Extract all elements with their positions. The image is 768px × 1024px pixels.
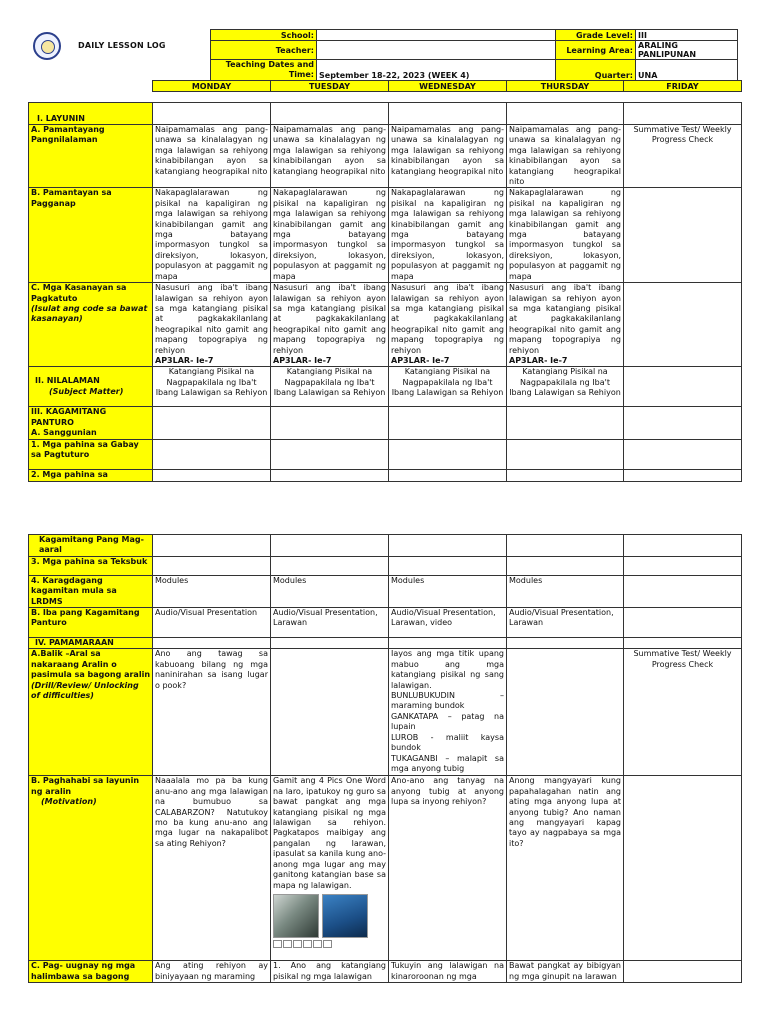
day-thursday: THURSDAY: [507, 81, 624, 92]
grade-level-label: Grade Level:: [556, 30, 636, 41]
teaching-dates-value: September 18-22, 2023 (WEEK 4): [317, 60, 556, 81]
jumbled-word-1: BUNLUBUKUDIN – maraming bundok: [391, 691, 504, 711]
competency-code: AP3LAR- Ie-7: [509, 355, 568, 365]
pamamaraan-label: IV. PAMAMARAAN: [29, 638, 153, 649]
a-thursday: Naipamamalas ang pang-unawa sa kinalalagyan ng mga lalawigan sa rehiyong kinabibilangan ayon sa katangiang heograpikal nito: [507, 125, 624, 188]
four-pics-one-word-images: [273, 894, 386, 938]
pag-uugnay-monday: Ang ating rehiyon ay biniyayaan ng maraming: [153, 961, 271, 983]
mountain-photo: [273, 894, 319, 938]
grade-level-value: III: [636, 30, 738, 41]
lesson-table-page1: [28, 102, 742, 482]
motivation-label: (Motivation): [41, 797, 97, 807]
balik-wednesday: Iayos ang mga titik upang mabuo ang mga katangiang pisikal ng sang lalawigan. BUNLUBUKUDIN – maraming bundok GANKATAPA – patag na lupain LUROB - maliit kaysa bundok TUKAGANBI – malapit sa mga anyong tubig: [389, 649, 507, 776]
iba-tuesday: Audio/Visual Presentation, Larawan: [271, 608, 389, 638]
c-monday: Nasusuri ang iba't ibang lalawigan sa rehiyon ayon sa mga katangiang pisikal at pagkakakilanlang heograpikal nito gamit ang mapang topograpiya ng rehiyon AP3LAR- Ie-7: [153, 283, 271, 367]
c-wednesday: Nasusuri ang iba't ibang lalawigan sa rehiyon ayon sa mga katangiang pisikal at pagkakakilanlang heograpikal nito gamit ang mapang topograpiya ng rehiyon AP3LAR- Ie-7: [389, 283, 507, 367]
days-header: [152, 80, 742, 92]
iba-thursday: Audio/Visual Presentation, Larawan: [507, 608, 624, 638]
kasanayan-title: C. Mga Kasanayan sa Pagkatuto: [31, 283, 127, 303]
quarter-label: Quarter:: [556, 60, 636, 81]
header-info-table: [210, 29, 738, 81]
sanggunian-label: A. Sanggunian: [31, 428, 97, 438]
b-wednesday: Nakapaglalarawan ng pisikal na kapaligiran ng mga lalawigan sa rehiyong kinabibilangan gamit ang mga batayang impormasyon tungkol sa direksiyon, lokasyon, populasyon at paggamit ng mapa: [389, 188, 507, 283]
pamantayan-sa-pagganap-label: B. Pamantayan sa Pagganap: [29, 188, 153, 283]
teacher-label: Teacher:: [211, 41, 317, 60]
balik-aral-label: A.Balik –Aral sa nakaraang Aralin o pasimula sa bagong aralin: [31, 649, 151, 680]
mga-kasanayan-label: [29, 283, 153, 367]
nilalaman-label: II. NILALAMAN: [35, 376, 100, 386]
karag-tuesday: Modules: [271, 575, 389, 607]
karag-monday: Modules: [153, 575, 271, 607]
b-thursday: Nakapaglalarawan ng pisikal na kapaligiran ng mga lalawigan sa rehiyong kinabibilangan gamit ang mga batayang impormasyon tungkol sa direksiyon, lokasyon, populasyon at paggamit ng mapa: [507, 188, 624, 283]
section-layunin: I. LAYUNIN: [29, 103, 153, 125]
competency-code: AP3LAR- Ie-7: [391, 355, 450, 365]
kasanayan-subtitle: (Isulat ang code sa bawat kasanayan): [31, 303, 148, 324]
nilalaman-thursday: Katangiang Pisikal na Nagpapakilala ng Iba't Ibang Lalawigan sa Rehiyon: [507, 367, 624, 407]
c-thursday: Nasusuri ang iba't ibang lalawigan sa rehiyon ayon sa mga katangiang pisikal at pagkakakilanlang heograpikal nito gamit ang mapang topograpiya ng rehiyon AP3LAR- Ie-7: [507, 283, 624, 367]
b-monday: Nakapaglalarawan ng pisikal na kapaligiran ng mga lalawigan sa rehiyong kinabibilangan gamit ang mga batayang impormasyon tungkol sa direksiyon, lokasyon, populasyon at paggamit ng mapa: [153, 188, 271, 283]
nilalaman-tuesday: Katangiang Pisikal na Nagpapakilala ng Iba't Ibang Lalawigan sa Rehiyon: [271, 367, 389, 407]
competency-code: AP3LAR- Ie-7: [155, 355, 214, 365]
karag-wednesday: Modules: [389, 575, 507, 607]
day-tuesday: TUESDAY: [271, 81, 389, 92]
deped-seal-logo: [33, 32, 61, 60]
water-photo: [322, 894, 368, 938]
teksbuk-label: 3. Mga pahina sa Teksbuk: [29, 556, 153, 575]
balik-aral-subtitle: (Drill/Review/ Unlocking of difficulties): [31, 680, 139, 701]
kagamitang-pang-mag-aaral-label: Kagamitang Pang Mag-aaral: [29, 535, 153, 557]
answer-letter-tiles: [273, 940, 386, 948]
iba-monday: Audio/Visual Presentation: [153, 608, 271, 638]
day-friday: FRIDAY: [624, 81, 742, 92]
lesson-table-page2: [28, 534, 742, 983]
balik-friday: Summative Test/ Weekly Progress Check: [624, 649, 742, 776]
school-field[interactable]: [317, 30, 556, 41]
b-tuesday: Nakapaglalarawan ng pisikal na kapaligiran ng mga lalawigan sa rehiyong kinabibilangan gamit ang mga batayang impormasyon tungkol sa direksiyon, lokasyon, populasyon at paggamit ng mapa: [271, 188, 389, 283]
a-monday: Naipamamalas ang pang-unawa sa kinalalagyan ng mga lalawigan sa rehiyong kinabibilangan ayon sa katangiang heograpikal nito: [153, 125, 271, 188]
jumbled-word-4: TUKAGANBI – malapit sa mga anyong tubig: [391, 753, 504, 773]
pag-uugnay-label: C. Pag- uugnay ng mga halimbawa sa bagong: [29, 961, 153, 983]
paghahabi-wednesday: Ano-ano ang tanyag na anyong tubig at anyong lupa sa inyong rehiyon?: [389, 776, 507, 961]
nilalaman-wednesday: Katangiang Pisikal na Nagpapakilala ng Iba't Ibang Lalawigan sa Rehiyon: [389, 367, 507, 407]
karag-thursday: Modules: [507, 575, 624, 607]
subject-matter-label: (Subject Matter): [49, 386, 124, 396]
pag-uugnay-thursday: Bawat pangkat ay bibigyan ng mga ginupit na larawan: [507, 961, 624, 983]
iba-wednesday: Audio/Visual Presentation, Larawan, video: [389, 608, 507, 638]
mga-pahina-label: 2. Mga pahina sa: [29, 469, 153, 481]
day-wednesday: WEDNESDAY: [389, 81, 507, 92]
learning-area-label: Learning Area:: [556, 41, 636, 60]
a-friday: Summative Test/ Weekly Progress Check: [624, 125, 742, 188]
iba-pang-kagamitan-label: B. Iba pang Kagamitang Panturo: [29, 608, 153, 638]
gabay-sa-pagtuturo-label: 1. Mga pahina sa Gabay sa Pagtuturo: [29, 439, 153, 469]
paghahabi-thursday: Anong mangyayari kung papahalagahan natin ang ating mga anyong lupa at anyong tubig? Ano naman ang mangyayari kapag tayo ay nagpabaya sa mga ito?: [507, 776, 624, 961]
kagamitang-panturo-label: III. KAGAMITANG PANTURO: [31, 407, 107, 427]
balik-monday: Ano ang tawag sa kabuoang bilang ng mga naninirahan sa isang lugar o pook?: [153, 649, 271, 776]
karagdagang-kagamitan-label: 4. Karagdagang kagamitan mula sa LRDMS: [29, 575, 153, 607]
pag-uugnay-tuesday: 1. Ano ang katangiang pisikal ng mga lalawigan: [271, 961, 389, 983]
paghahabi-tuesday: Gamit ang 4 Pics One Word na laro, ipatukoy ng guro sa bawat pangkat ang mga katangiang pisikal ng mga lalawigan sa rehiyon. Pagkatapos maibigay ang pangalan ng larawan, ipasulat sa kanila kung ano-anong mga lugar ang may ganitong katangian base sa mapa ng lalawigan.: [271, 776, 389, 961]
competency-code: AP3LAR- Ie-7: [273, 355, 332, 365]
teacher-field[interactable]: [317, 41, 556, 60]
quarter-value: UNA: [636, 60, 738, 81]
teaching-dates-label: Teaching Dates and Time:: [211, 60, 317, 81]
paghahabi-label: B. Paghahabi sa layunin ng aralin: [31, 776, 140, 796]
day-monday: MONDAY: [153, 81, 271, 92]
learning-area-value: ARALING PANLIPUNAN: [636, 41, 738, 60]
a-tuesday: Naipamamalas ang pang-unawa sa kinalalagyan ng mga lalawigan sa rehiyong kinabibilangan ayon sa katangiang heograpikal nito: [271, 125, 389, 188]
pag-uugnay-wednesday: Tukuyin ang lalawigan na kinaroroonan ng mga: [389, 961, 507, 983]
nilalaman-monday: Katangiang Pisikal na Nagpapakilala ng Iba't Ibang Lalawigan sa Rehiyon: [153, 367, 271, 407]
pamantayang-pangnilalaman-label: A. Pamantayang Pangnilalaman: [29, 125, 153, 188]
page-title: DAILY LESSON LOG: [78, 41, 166, 50]
paghahabi-monday: Naaalala mo pa ba kung anu-ano ang mga lalawigan na bumubuo sa CALABARZON? Natutukoy mo ba kung anu-ano ang mga lugar na nakapalibot sa ating Rehiyon?: [153, 776, 271, 961]
jumbled-word-2: GANKATAPA – patag na lupain: [391, 711, 504, 732]
jumbled-word-3: LUROB - maliit kaysa bundok: [391, 732, 504, 753]
c-tuesday: Nasusuri ang iba't ibang lalawigan sa rehiyon ayon sa mga katangiang pisikal at pagkakakilanlang heograpikal nito gamit ang mapang topograpiya ng rehiyon AP3LAR- Ie-7: [271, 283, 389, 367]
school-label: School:: [211, 30, 317, 41]
a-wednesday: Naipamamalas ang pang-unawa sa kinalalagyan ng mga lalawigan sa rehiyong kinabibilangan ayon sa katangiang heograpikal nito: [389, 125, 507, 188]
